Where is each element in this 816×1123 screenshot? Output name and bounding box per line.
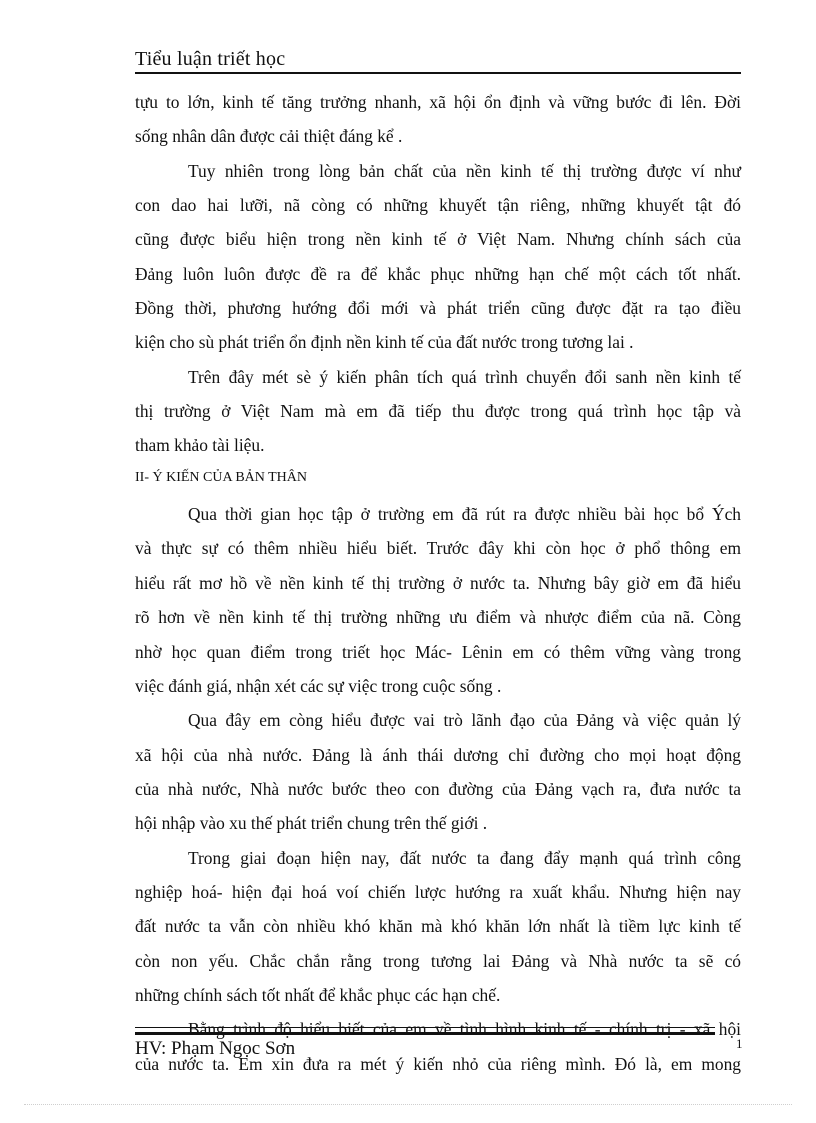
- text-line: kiện cho sù phát triển ổn định nền kinh tế của đất nước trong tương lai .: [135, 332, 634, 353]
- text-line: sống nhân dân được cải thiệt đáng kể .: [135, 126, 403, 147]
- text-line: những chính sách tốt nhất để khắc phục các hạn chế.: [135, 984, 501, 1005]
- text-line: Bằng trình độ hiểu biết của em về tình hình kinh tế - chính trị - xã hội: [188, 1019, 741, 1040]
- text-line: Trên đây mét sè ý kiến phân tích quá trình chuyển đổi sanh nền kinh tế: [188, 366, 741, 387]
- text-line: hội nhập vào xu thế phát triển chung trên thế giới .: [135, 813, 488, 834]
- text-line: tham khảo tài liệu.: [135, 435, 265, 456]
- page-header-title: Tiểu luận triết học: [135, 48, 286, 70]
- text-line: rõ hơn về nền kinh tế thị trường những ưu điểm và nhược điểm của nã. Còng: [135, 607, 741, 628]
- text-line: và thực sự có thêm nhiều hiểu biết. Trước đây khi còn học ở phổ thông em: [135, 538, 741, 559]
- section-heading: II- Ý KIẾN CỦA BẢN THÂN: [135, 469, 308, 485]
- page-bottom-edge: [24, 1104, 792, 1105]
- text-line: của nước ta. Em xin đưa ra mét ý kiến nhỏ của riêng mình. Đó là, em mong: [135, 1053, 741, 1074]
- text-line: xã hội của nhà nước. Đảng là ánh thái dương chỉ đường cho mọi hoạt động: [135, 744, 741, 765]
- text-line: nghiệp hoá- hiện đại hoá voí chiến lược hướng ra xuất khẩu. Nhưng hiện nay: [135, 881, 741, 902]
- text-line: của nhà nước, Nhà nước bước theo con đường của Đảng vạch ra, đưa nước ta: [135, 778, 741, 799]
- text-line: Đảng luôn luôn được đề ra để khắc phục những hạn chế một cách tốt nhất.: [135, 263, 741, 284]
- text-line: việc đánh giá, nhận xét các sự việc trong cuộc sống .: [135, 675, 502, 696]
- text-line: Tuy nhiên trong lòng bản chất của nền kinh tế thị trường được ví như: [188, 160, 741, 181]
- text-line: Qua thời gian học tập ở trường em đã rút ra được nhiều bài học bổ Ých: [188, 504, 741, 525]
- text-line: tựu to lớn, kinh tế tăng trưởng nhanh, xã hội ổn định và vững bước đi lên. Đời: [135, 92, 741, 112]
- text-line: Đồng thời, phương hướng đổi mới và phát triển cũng được đặt ra tạo điều: [135, 298, 741, 319]
- text-line: Trong giai đoạn hiện nay, đất nước ta đang đẩy mạnh quá trình công: [188, 847, 741, 868]
- text-line: nhờ học quan điểm trong triết học Mác- Lênin em có thêm vững vàng trong: [135, 641, 741, 662]
- text-line: Qua đây em còng hiểu được vai trò lãnh đạo của Đảng và việc quản lý: [188, 710, 741, 731]
- header-divider: [135, 72, 741, 74]
- document-body: [135, 85, 741, 1081]
- page-number: 1: [736, 1036, 743, 1051]
- footer-divider-thin: [135, 1027, 715, 1028]
- text-line: đất nước ta vẫn còn nhiều khó khăn mà khó khăn lớn nhất là tiềm lực kinh tế: [135, 916, 741, 937]
- text-line: thị trường ở Việt Nam mà em đã tiếp thu được trong quá trình học tập và: [135, 401, 741, 422]
- text-line: hiểu rất mơ hồ về nền kinh tế thị trường ở nước ta. Nhưng bây giờ em đã hiểu: [135, 572, 741, 593]
- text-line: con dao hai lưỡi, nã còng có những khuyết tận riêng, những khuyết tật đó: [135, 195, 741, 216]
- footer-divider-thick: [135, 1032, 715, 1035]
- footer-author: HV: Phạm Ngọc Sơn: [135, 1038, 296, 1059]
- text-line: còn non yếu. Chắc chắn rằng trong tương lai Đảng và Nhà nước ta sẽ có: [135, 950, 741, 971]
- text-line: cũng được biểu hiện trong nền kinh tế ở Việt Nam. Nhưng chính sách của: [135, 229, 741, 250]
